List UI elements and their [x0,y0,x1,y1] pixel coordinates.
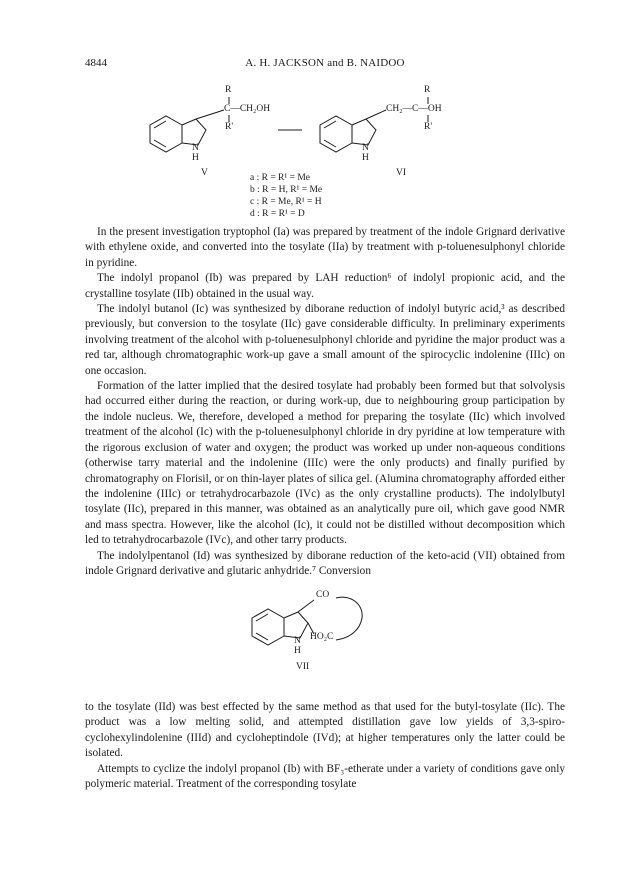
vii-co-label: CO [316,590,330,600]
compound-vii [240,578,390,678]
vi-n-label: N [362,143,369,153]
pyrrole-ring-v [182,119,206,145]
vi-group-label: CH₂—C—OH [386,104,442,114]
compound-vii-label: VII [296,662,310,672]
vii-n-label: N [294,636,301,646]
paragraph: Formation of the latter implied that the desired tosylate had probably been formed but that solvolysis had occurred either during the reaction, or during work-up, due to neighbouring group participation by the indole nucleus. We, therefore, developed a method for preparing the tosylate (IIc) which involved treatment of the alcohol (Ic) with the p-toluenesulphonyl chloride in dry pyridine at low temperature with the rigorous exclusion of water and oxygen; the product was worked up under non-aqueous conditions (otherwise tarry material and the indolenine (IIIc) were the only products) and finally purified by chromatography on Florisil, or on thin-layer plates of silica gel. (Alumina chromatography afforded either the indolenine (IIIc) or tetrahydrocarbazole (IVc) as the only crystalline products). The indolylbutyl tosylate (IIc), prepared in this manner, was obtained as an analytically pure oil, which gave good NMR and mass spectra. However, like the alcohol (Ic), it could not be distilled without decomposition which led to tetrahydrocarbazole (IVc), and other tarry products. [85,380,565,547]
definition-a: a : R = R¹ = Me [250,173,311,183]
paragraph: In the present investigation tryptophol (Ia) was prepared by treatment of the indole Grignard derivative with ethylene oxide, and converted into the tosylate (IIa) by treatment with p-toluenesulphonyl chloride in pyridine. [85,226,565,269]
running-head: A. H. JACKSON and B. NAIDOO [245,57,405,69]
v-r-label: R [225,85,232,95]
vii-h-label: H [294,646,301,656]
compound-vi-label: VI [396,168,407,178]
vi-r-label: R [424,85,431,95]
definition-d: d : R = R¹ = D [250,209,305,219]
v-rprime-label: R' [225,122,234,132]
definition-b: b : R = H, R¹ = Me [250,185,323,195]
pyrrole-ring-vii [284,612,308,638]
compound-vii-structure [240,578,390,678]
vii-ho2c-label: HO₂C [310,632,334,642]
body-text-bottom [85,700,565,792]
vi-rprime-label: R' [424,122,433,132]
page-header [85,57,565,73]
substituent-definitions [250,172,322,220]
compound-v-label: V [201,168,208,178]
vi-h-label: H [362,153,369,163]
pyrrole-ring-vi [352,119,376,145]
page-number: 4844 [85,57,107,69]
v-n-label: N [192,143,199,153]
v-group-label: C—CH₂OH [224,104,271,114]
paragraph: Attempts to cyclize the indolyl propanol (Ib) with BF₃-etherate under a variety of conditions gave only polymeric material. Treatment of the corresponding tosylate [85,762,565,791]
v-h-label: H [192,153,199,163]
paragraph: to the tosylate (IId) was best effected by the same method as that used for the butyl-tosylate (IIc). The product was a low melting solid, and attempted distillation gave low yields of 3,3-spiro-cyclohexylindolenine (IIId) and cycloheptindole (IVd); at higher temperatures only the latter could be isolated. [85,701,565,760]
paragraph: The indolyl butanol (Ic) was synthesized by diborane reduction of indolyl butyric acid,³ as described previously, but conversion to the tosylate (IIc) gave considerable difficulty. In preliminary experiments involving treatment of the alcohol with p-toluenesulphonyl chloride and pyridine the major product was a red tar, although chromatographic work-up gave a small amount of the spirocyclic indolenine (IIIc) on one occasion. [85,303,565,377]
paragraph: The indolylpentanol (Id) was synthesized by diborane reduction of the keto-acid (VII) obtained from indole Grignard derivative and glutaric anhydride.⁷ Conversion [85,549,565,577]
paragraph: The indolyl propanol (Ib) was prepared by LAH reduction⁶ of indolyl propionic acid, and the crystalline tosylate (IIb) obtained in the usual way. [85,272,565,300]
definition-c: c : R = Me, R¹ = H [250,197,322,207]
body-text-top [85,225,565,579]
